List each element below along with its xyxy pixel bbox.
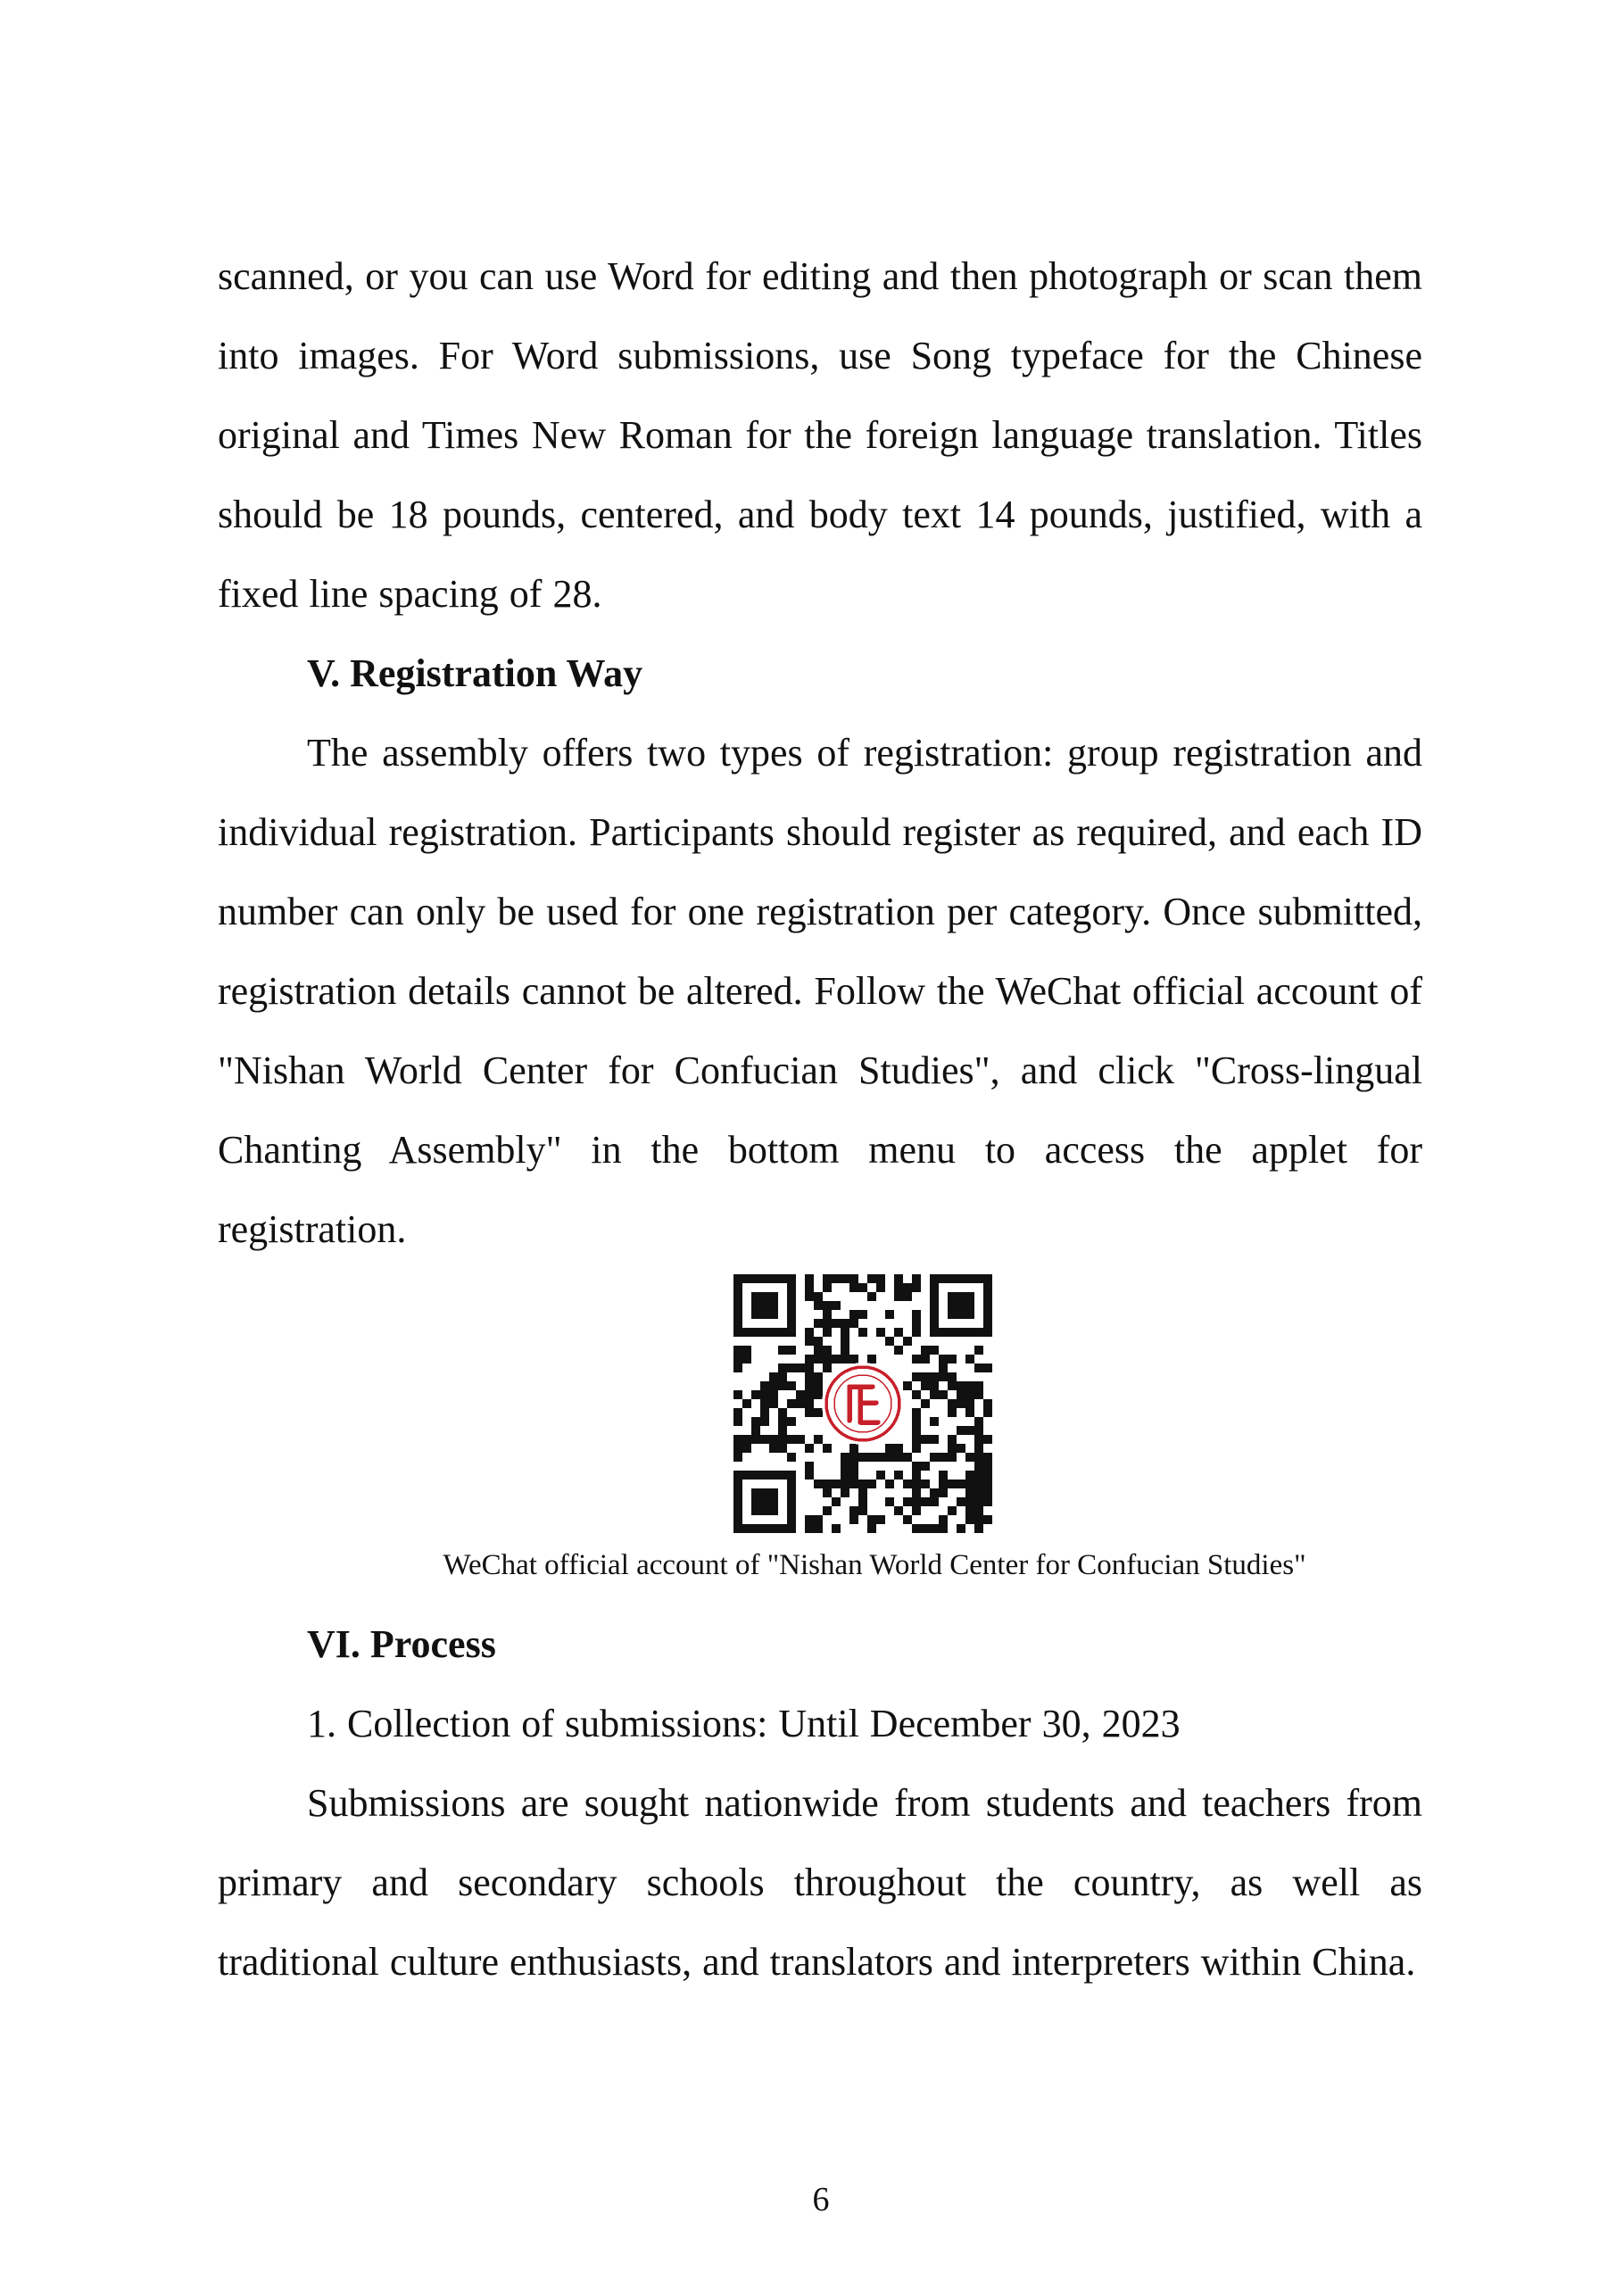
qr-module [948,1444,957,1453]
qr-module [858,1453,867,1462]
qr-module [867,1274,876,1283]
qr-module [832,1355,841,1364]
qr-module [778,1346,787,1355]
qr-module [805,1471,814,1480]
qr-module [965,1408,974,1417]
qr-module [912,1506,921,1515]
qr-module [974,1364,983,1372]
qr-module [858,1310,867,1319]
section-6-block [218,1604,1422,2002]
qr-module [965,1399,974,1408]
qr-module [965,1426,974,1435]
qr-module [823,1355,832,1364]
qr-finder-center [751,1488,778,1515]
intro-paragraph-block [218,236,1422,634]
qr-module [965,1497,974,1506]
qr-module [823,1480,832,1488]
qr-module [983,1364,992,1372]
qr-module [841,1480,849,1488]
qr-finder-center [948,1292,974,1319]
qr-module [867,1355,876,1364]
qr-module [814,1319,823,1328]
qr-module [814,1292,823,1301]
qr-module [965,1381,974,1390]
qr-module [814,1408,823,1417]
qr-module [912,1435,921,1444]
qr-module [974,1444,983,1453]
qr-module [733,1364,742,1372]
qr-module [876,1328,885,1337]
qr-module [787,1364,796,1372]
qr-module [814,1435,823,1444]
qr-module [858,1497,867,1506]
qr-module [823,1444,832,1453]
qr-module [903,1381,912,1390]
qr-module [885,1480,894,1488]
qr-module [778,1381,787,1390]
qr-module [751,1426,760,1435]
qr-module [841,1471,849,1480]
qr-module [733,1355,742,1364]
qr-module [858,1488,867,1497]
qr-module [948,1355,957,1364]
qr-module [939,1524,948,1533]
qr-module [885,1444,894,1453]
qr-module [921,1355,930,1364]
qr-module [894,1346,903,1355]
qr-module [805,1390,814,1399]
qr-module [939,1480,948,1488]
qr-module [974,1480,983,1488]
section-5-block [218,634,1422,1269]
qr-module [858,1283,867,1292]
qr-module [841,1274,849,1283]
qr-module [841,1346,849,1355]
qr-module [823,1310,832,1319]
qr-module [912,1417,921,1426]
qr-module [921,1381,930,1390]
qr-module [858,1480,867,1488]
qr-module [948,1506,957,1515]
qr-module [912,1444,921,1453]
qr-module [849,1310,858,1319]
qr-module [805,1364,814,1372]
qr-module [814,1480,823,1488]
qr-module [814,1381,823,1390]
qr-module [733,1444,742,1453]
qr-module [930,1497,939,1506]
qr-module [912,1471,921,1480]
qr-module [751,1417,760,1426]
qr-module [742,1399,751,1408]
qr-module [849,1283,858,1292]
qr-module [894,1292,903,1301]
qr-module [805,1444,814,1453]
qr-module [823,1346,832,1355]
qr-module [769,1435,778,1444]
qr-module [849,1319,858,1328]
qr-module [965,1506,974,1515]
qr-module [849,1274,858,1283]
qr-module [805,1283,814,1292]
qr-module [823,1301,832,1310]
qr-module [778,1408,787,1417]
qr-module [930,1488,939,1497]
qr-module [894,1283,903,1292]
qr-module [832,1301,841,1310]
qr-module [832,1497,841,1506]
qr-module [974,1497,983,1506]
qr-module [849,1515,858,1524]
qr-module [841,1328,849,1337]
qr-module [894,1328,903,1337]
qr-module [930,1435,939,1444]
qr-module [957,1399,965,1408]
qr-module [894,1506,903,1515]
qr-module [805,1328,814,1337]
qr-module [876,1453,885,1462]
qr-module [876,1283,885,1292]
qr-module [814,1337,823,1346]
qr-module [849,1444,858,1453]
qr-module [751,1390,760,1399]
qr-module [974,1515,983,1524]
qr-module [912,1372,921,1381]
qr-module [983,1497,992,1506]
qr-module [974,1488,983,1497]
qr-module [948,1372,957,1381]
qr-module [849,1506,858,1515]
qr-module [805,1515,814,1524]
qr-module [912,1319,921,1328]
qr-module [849,1453,858,1462]
qr-module [965,1488,974,1497]
qr-module [796,1390,805,1399]
qr-module [903,1292,912,1301]
qr-module [903,1453,912,1462]
qr-module [778,1417,787,1426]
qr-module [921,1462,930,1471]
qr-module [939,1453,948,1462]
qr-module [885,1310,894,1319]
qr-module [751,1435,760,1444]
qr-module [912,1426,921,1435]
qr-module [832,1480,841,1488]
qr-module [903,1283,912,1292]
qr-module [760,1399,769,1408]
qr-module [823,1328,832,1337]
qr-module [983,1480,992,1488]
qr-module [912,1462,921,1471]
qr-module [805,1337,814,1346]
qr-module [832,1524,841,1533]
qr-module [876,1471,885,1480]
qr-module [974,1506,983,1515]
qr-module [983,1515,992,1524]
qr-module [858,1328,867,1337]
qr-module [948,1399,957,1408]
qr-module [957,1497,965,1506]
qr-module [983,1399,992,1408]
qr-module [903,1337,912,1346]
qr-module [796,1435,805,1444]
qr-module [930,1390,939,1399]
qr-module [939,1355,948,1364]
qr-module [742,1444,751,1453]
qr-module [733,1346,742,1355]
qr-module [930,1372,939,1381]
qr-module [849,1462,858,1471]
qr-module [769,1381,778,1390]
qr-module [948,1480,957,1488]
qr-module [957,1524,965,1533]
qr-module [894,1444,903,1453]
qr-module [805,1381,814,1390]
qr-module [885,1453,894,1462]
qr-module [805,1292,814,1301]
qr-module [769,1399,778,1408]
qr-module [930,1381,939,1390]
qr-module [921,1372,930,1381]
qr-module [939,1471,948,1480]
center-logo-seal [822,1363,904,1445]
qr-module [849,1471,858,1480]
qr-module [939,1372,948,1381]
qr-module [823,1274,832,1283]
qr-module [814,1346,823,1355]
qr-module [814,1524,823,1533]
qr-module [921,1480,930,1488]
qr-module [814,1355,823,1364]
qr-module [823,1488,832,1497]
qr-module [787,1453,796,1462]
qr-module [733,1390,742,1399]
qr-module [742,1435,751,1444]
qr-module [983,1435,992,1444]
qr-module [939,1364,948,1372]
qr-module [930,1346,939,1355]
qr-module [983,1453,992,1462]
qr-module [823,1283,832,1292]
qr-module [930,1453,939,1462]
qr-module [733,1417,742,1426]
qr-module [778,1426,787,1435]
qr-module [921,1399,930,1408]
qr-module [957,1390,965,1399]
qr-module [760,1390,769,1399]
qr-module [805,1274,814,1283]
qr-module [939,1488,948,1497]
qr-module [983,1408,992,1417]
qr-module [841,1462,849,1471]
qr-module [867,1524,876,1533]
qr-module [769,1444,778,1453]
qr-module [832,1274,841,1283]
qr-module [983,1462,992,1471]
qr-module [823,1506,832,1515]
qr-module [974,1471,983,1480]
qr-module [948,1408,957,1417]
qr-module [894,1453,903,1462]
qr-module [867,1292,876,1301]
qr-module [912,1488,921,1497]
qr-module [912,1408,921,1417]
qr-module [974,1453,983,1462]
qr-module [841,1488,849,1497]
qr-module [974,1346,983,1355]
qr-module [965,1480,974,1488]
qr-module [805,1408,814,1417]
process-item-1: 1. Collection of submissions: Until December 30, 2023 [307,1702,1181,1745]
qr-module [805,1355,814,1364]
qr-module [823,1364,832,1372]
qr-module [787,1346,796,1355]
qr-module [849,1480,858,1488]
qr-module [921,1524,930,1533]
qr-module [858,1506,867,1515]
qr-module [769,1390,778,1399]
qr-module [965,1453,974,1462]
submissions-paragraph: Submissions are sought nationwide from students and teachers from primary and secondary schools throughout the country, as well as traditional culture enthusiasts, and translators and interpreters within China. [218,1781,1422,1984]
qr-module [796,1399,805,1408]
qr-module [796,1364,805,1372]
qr-module [912,1480,921,1488]
qr-module [787,1399,796,1408]
qr-module [965,1515,974,1524]
registration-paragraph: The assembly offers two types of registration: group registration and individual registration. Participants should register as required, and each ID number can only be used for one registration per category. Once submitted, registration details cannot be altered. Follow the WeChat official account of "Nishan World Center for Confucian Studies", and click "Cross-lingual Chanting Assembly" in the bottom menu to access the applet for registration. [218,731,1422,1251]
qr-module [805,1399,814,1408]
qr-module [912,1328,921,1337]
qr-module [965,1355,974,1364]
qr-module [814,1372,823,1381]
qr-module [778,1435,787,1444]
qr-module [939,1515,948,1524]
qr-module [965,1390,974,1399]
qr-module [965,1471,974,1480]
qr-module [742,1355,751,1364]
qr-module [841,1355,849,1364]
qr-module [823,1319,832,1328]
qr-module [894,1471,903,1480]
qr-module [769,1372,778,1381]
qr-module [787,1435,796,1444]
qr-module [867,1453,876,1462]
qr-module [885,1497,894,1506]
qr-module [805,1524,814,1533]
qr-module [778,1372,787,1381]
qr-module [948,1453,957,1462]
qr-module [983,1471,992,1480]
qr-module [849,1355,858,1364]
qr-module [805,1372,814,1381]
qr-module [814,1301,823,1310]
qr-module [876,1515,885,1524]
qr-module [930,1417,939,1426]
qr-module [778,1444,787,1453]
page-number: 6 [812,2181,830,2218]
qr-module [974,1426,983,1435]
qr-module [814,1515,823,1524]
qr-module [912,1310,921,1319]
qr-module [841,1319,849,1328]
qr-module [912,1355,921,1364]
qr-module [974,1381,983,1390]
qr-module [876,1274,885,1283]
qr-module [939,1390,948,1399]
qr-module [983,1488,992,1497]
qr-module [912,1283,921,1292]
qr-module [760,1408,769,1417]
qr-module [903,1480,912,1488]
qr-module [894,1274,903,1283]
qr-module [974,1462,983,1471]
qr-module [778,1364,787,1372]
qr-module [841,1337,849,1346]
qr-module [733,1435,742,1444]
qr-module [957,1444,965,1453]
qr-module [787,1381,796,1390]
qr-module [921,1497,930,1506]
qr-module [885,1337,894,1346]
qr-module [912,1274,921,1283]
qr-module [841,1453,849,1462]
qr-module [903,1497,912,1506]
intro-paragraph: scanned, or you can use Word for editing and then photograph or scan them into images. For Word submissions, use Song typeface for the Chinese original and Times New Roman for the foreign language translation. Titles should be 18 pounds, centered, and body text 14 pounds, justified, with a fixed line spacing of 28. [218,254,1422,616]
qr-module [957,1480,965,1488]
qr-module [733,1453,742,1462]
qr-finder-center [751,1292,778,1319]
qr-module [814,1390,823,1399]
qr-module [805,1462,814,1471]
qr-module [974,1435,983,1444]
qr-module [867,1480,876,1488]
qr-module [930,1524,939,1533]
qr-module [974,1524,983,1533]
qr-module [832,1319,841,1328]
qr-module [921,1435,930,1444]
qr-module [787,1417,796,1426]
section-heading-registration: V. Registration Way [307,651,643,695]
qr-module [974,1390,983,1399]
qr-module [912,1390,921,1399]
qr-module [867,1515,876,1524]
qr-module [957,1426,965,1435]
qr-code-icon [733,1274,992,1533]
qr-module [742,1346,751,1355]
qr-module [921,1346,930,1355]
qr-module [760,1435,769,1444]
qr-module [733,1408,742,1417]
qr-module [974,1417,983,1426]
qr-module [948,1381,957,1390]
section-heading-process: VI. Process [307,1622,496,1666]
qr-module [760,1417,769,1426]
qr-module [903,1515,912,1524]
qr-module [957,1381,965,1390]
qr-module [912,1524,921,1533]
qr-module [760,1381,769,1390]
qr-module [912,1497,921,1506]
qr-module [948,1435,957,1444]
qr-caption: WeChat official account of "Nishan World Center for Confucian Studies" [443,1549,1306,1581]
